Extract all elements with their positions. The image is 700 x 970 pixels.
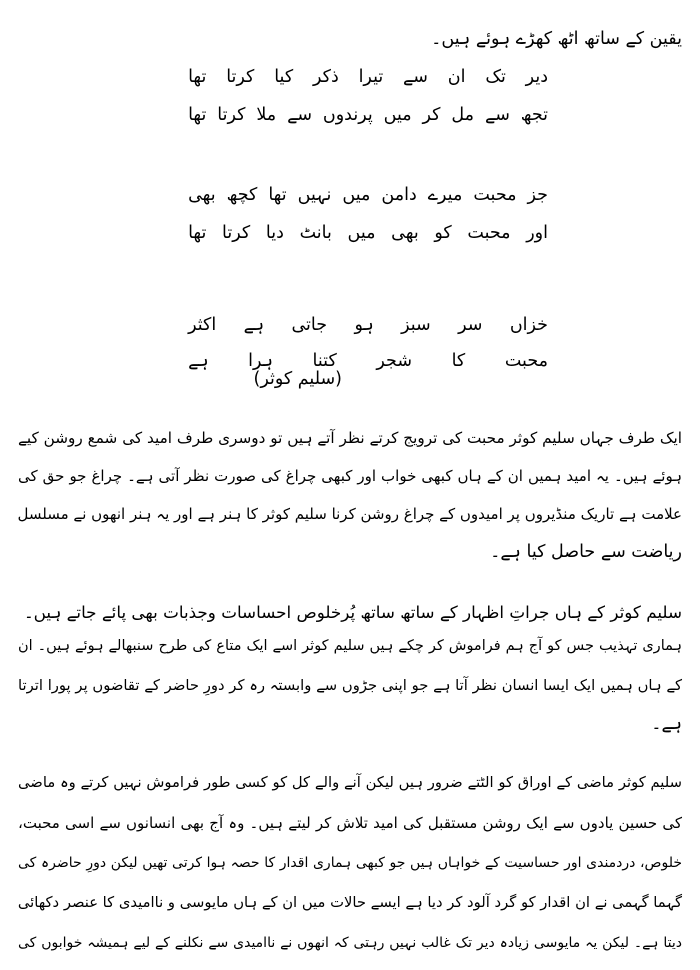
poem-attribution: (سلیم کوثر)	[253, 369, 342, 389]
verse-word: میں	[342, 185, 371, 205]
verse-word: مل	[451, 105, 475, 125]
verse-word: پرندوں	[322, 105, 373, 125]
verse-word: سر	[458, 315, 483, 335]
verse-word: نہیں	[297, 185, 332, 205]
verse-word: ہو	[354, 315, 374, 335]
paragraph-line: خلوص، دردمندی اور حساسیت کے خواہاں ہیں جو کبھی ہماری اقدار کا حصہ ہوا کرتی تھیں لیکن دورِ حاضرہ کی	[18, 855, 682, 871]
paragraph-line: دیتا ہے۔ لیکن یہ مایوسی زیادہ دیر تک غالب نہیں رہتی کہ انھوں نے ناامیدی سے نکلنے کے لیے ہمیشہ خوابوں کی	[18, 935, 682, 951]
verse-word: جز	[527, 185, 548, 205]
verse-word: کرتا	[226, 67, 255, 87]
verse-word: تک	[485, 67, 506, 87]
verse-word: ہے	[243, 315, 265, 335]
verse-word: محبت	[467, 223, 511, 243]
verse-word: ان	[447, 67, 466, 87]
verse-word: کرتا	[222, 223, 251, 243]
verse-word: کرتا	[217, 105, 246, 125]
verse-word: سے	[403, 67, 428, 87]
verse-word: محبت	[473, 185, 517, 205]
verse-word: بھی	[188, 185, 216, 205]
verse-word: ملا	[256, 105, 277, 125]
verse-word: تھا	[268, 185, 287, 205]
verse-word: سے	[484, 105, 510, 125]
verse-word: کا	[451, 351, 466, 371]
verse-word: تھا	[188, 223, 207, 243]
poem-verse-line	[188, 104, 548, 126]
verse-word: میں	[383, 105, 412, 125]
poem-verse-line	[188, 222, 548, 244]
verse-word: میں	[347, 223, 376, 243]
verse-word: ہے	[188, 351, 209, 371]
verse-word: کو	[434, 223, 452, 243]
verse-word: خزاں	[509, 315, 548, 335]
verse-word: بانٹ	[299, 223, 332, 243]
paragraph-line: گہما گہمی نے ان اقدار کو گرد آلود کر دیا ہے ایسے حالات میں ان کے ہاں مایوسی و ناامیدی کا عنصر دکھائی	[17, 894, 682, 911]
verse-word: تھا	[188, 67, 207, 87]
verse-word: دیر	[525, 67, 548, 87]
verse-word: تھا	[188, 105, 207, 125]
paragraph-line: ایک طرف جہاں سلیم کوثر محبت کی ترویج کرتے نظر آتے ہیں تو دوسری طرف امید کی شمع روشن کیے	[18, 429, 682, 447]
poem-verse-line	[188, 66, 548, 88]
intro-line: یقین کے ساتھ اٹھ کھڑے ہوئے ہیں۔	[431, 29, 682, 49]
poem-verse-line	[188, 314, 548, 336]
verse-word: سے	[287, 105, 312, 125]
verse-word: جاتی	[291, 315, 328, 335]
paragraph-line: ہماری تہذیب جس کو آج ہم فراموش کر چکے ہیں سلیم کوثر اسے ایک متاع کی طرح سنبھالے ہوئے ہیں۔ ان	[18, 638, 682, 654]
verse-word: دیا	[265, 223, 284, 243]
verse-word: میرے	[427, 185, 463, 205]
verse-word: شجر	[376, 351, 412, 371]
verse-word: تیرا	[358, 67, 384, 87]
paragraph-line: ریاضت سے حاصل کیا ہے۔	[490, 542, 682, 562]
verse-word: کچھ	[226, 185, 258, 205]
poem-verse-line	[188, 184, 548, 206]
verse-word: محبت	[504, 351, 548, 371]
paragraph-line: ہے۔	[651, 714, 682, 734]
verse-word: بھی	[391, 223, 419, 243]
verse-word: ہرا	[248, 351, 273, 371]
paragraph-line: سلیم کوثر ماضی کے اوراق کو الٹتے ضرور ہیں لیکن آنے والے کل کو کسی طور فراموش نہیں کرتے وہ ماضی	[18, 774, 682, 791]
verse-word: کر	[422, 105, 441, 125]
verse-word: سبز	[401, 315, 431, 335]
paragraph-line: کی حسین یادوں سے ایک روشن مستقبل کی امید تلاش کر لیتے ہیں۔ وہ آج بھی انسانوں سے اسی محبت،	[18, 814, 682, 832]
verse-word: دامن	[381, 185, 417, 205]
verse-word: اور	[526, 223, 548, 243]
verse-word: تجھ	[520, 105, 548, 125]
paragraph-line: کے ہاں ہمیں ایک ایسا انسان نظر آتا ہے جو اپنی جڑوں سے وابستہ رہ کر دورِ حاضر کے تقاضوں پر پورا اترتا	[18, 677, 682, 694]
verse-word: کیا	[274, 67, 294, 87]
paragraph-line: سلیم کوثر کے ہاں جراتِ اظہار کے ساتھ ساتھ پُرخلوص احساسات وجذبات بھی پائے جاتے ہیں۔	[23, 602, 682, 622]
verse-word: اکثر	[188, 315, 217, 335]
paragraph-line: ہوئے ہیں۔ یہ امید ہمیں ان کے ہاں کبھی خواب اور کبھی چراغ کی صورت نظر آتی ہے۔ چراغ جو حق کی	[18, 467, 682, 485]
poem-verse-line	[188, 350, 548, 372]
verse-word: کتنا	[312, 351, 337, 371]
verse-word: ذکر	[312, 67, 339, 87]
paragraph-line: علامت ہے تاریک منڈیروں پر امیدوں کے چراغ روشن کرنا سلیم کوثر کا ہنر ہے اور یہ ہنر انھوں نے مسلسل	[17, 505, 682, 523]
